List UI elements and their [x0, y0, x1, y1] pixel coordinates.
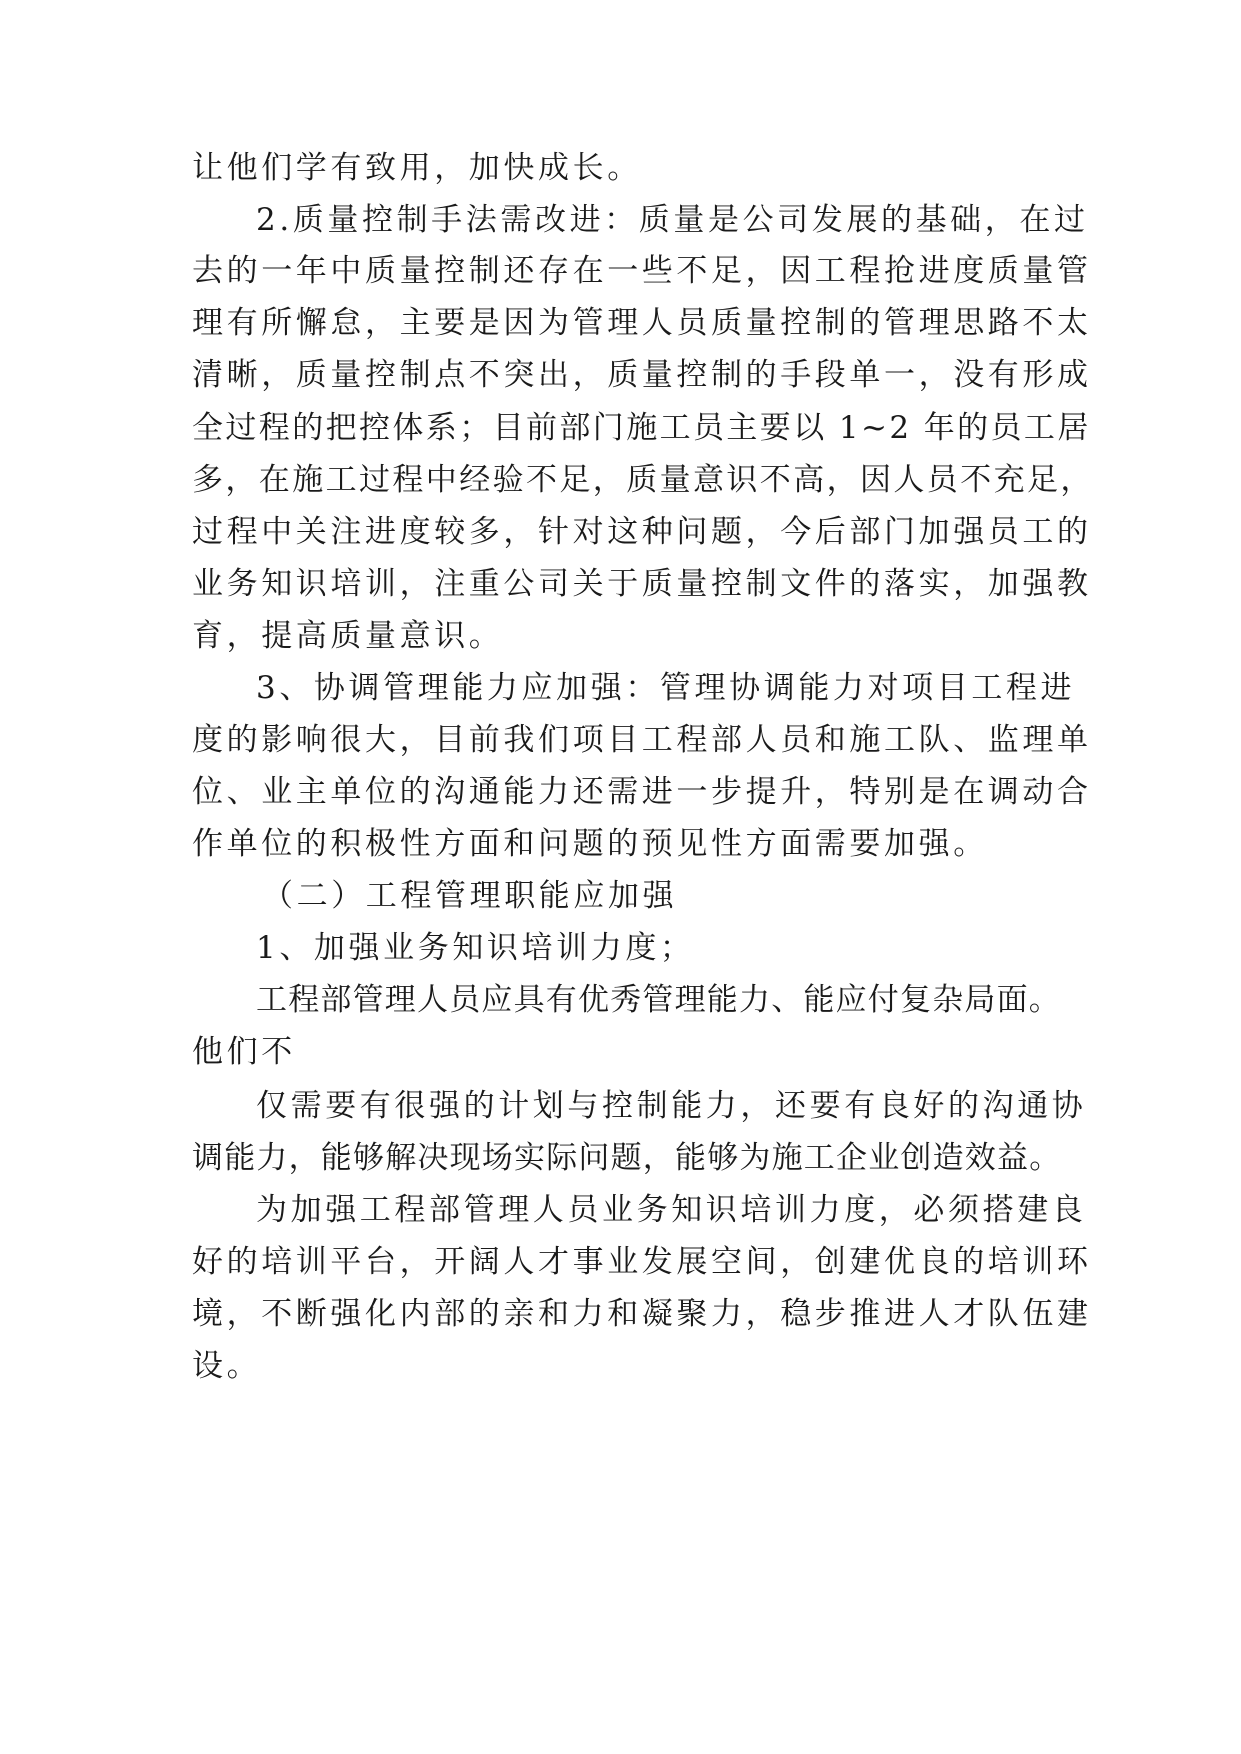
text-line: 设。 [192, 1348, 262, 1384]
text-line: 让他们学有致用，加快成长。 [192, 150, 642, 186]
subsection-heading: 1、加强业务知识培训力度； [256, 930, 695, 966]
text-line: 工程部管理人员应具有优秀管理能力、能应付复杂局面。 [256, 982, 1061, 1018]
text-line: 作单位的积极性方面和问题的预见性方面需要加强。 [192, 826, 988, 862]
text-line: 境，不断强化内部的亲和力和凝聚力，稳步推进人才队伍建 [192, 1296, 1092, 1332]
text-line: 好的培训平台，开阔人才事业发展空间，创建优良的培训环 [192, 1244, 1092, 1280]
text-line: 业务知识培训，注重公司关于质量控制文件的落实，加强教 [192, 566, 1092, 602]
text-line: 度的影响很大，目前我们项目工程部人员和施工队、监理单 [192, 722, 1092, 758]
text-line: 调能力，能够解决现场实际问题，能够为施工企业创造效益。 [192, 1140, 1062, 1176]
text-line: 多，在施工过程中经验不足，质量意识不高，因人员不充足， [192, 462, 1094, 498]
text-line: 为加强工程部管理人员业务知识培训力度，必须搭建良 [256, 1192, 1087, 1228]
text-line: 2.质量控制手法需改进：质量是公司发展的基础，在过 [256, 202, 1089, 238]
text-line: 仅需要有很强的计划与控制能力，还要有良好的沟通协 [256, 1088, 1087, 1124]
text-line: 过程中关注进度较多，针对这种问题，今后部门加强员工的 [192, 514, 1092, 550]
text-line: 位、业主单位的沟通能力还需进一步提升，特别是在调动合 [192, 774, 1092, 810]
text-line: 育，提高质量意识。 [192, 618, 504, 654]
text-line: 清晰，质量控制点不突出，质量控制的手段单一，没有形成 [192, 357, 1092, 393]
text-line: 他们不 [192, 1034, 296, 1070]
text-line: 去的一年中质量控制还存在一些不足，因工程抢进度质量管 [192, 253, 1092, 289]
section-heading: （二）工程管理职能应加强 [262, 878, 678, 914]
text-line: 全过程的把控体系；目前部门施工员主要以 1~2 年的员工居 [192, 410, 1091, 446]
text-line: 理有所懈怠，主要是因为管理人员质量控制的管理思路不太 [192, 305, 1092, 341]
text-line: 3、协调管理能力应加强：管理协调能力对项目工程进 [256, 670, 1076, 706]
